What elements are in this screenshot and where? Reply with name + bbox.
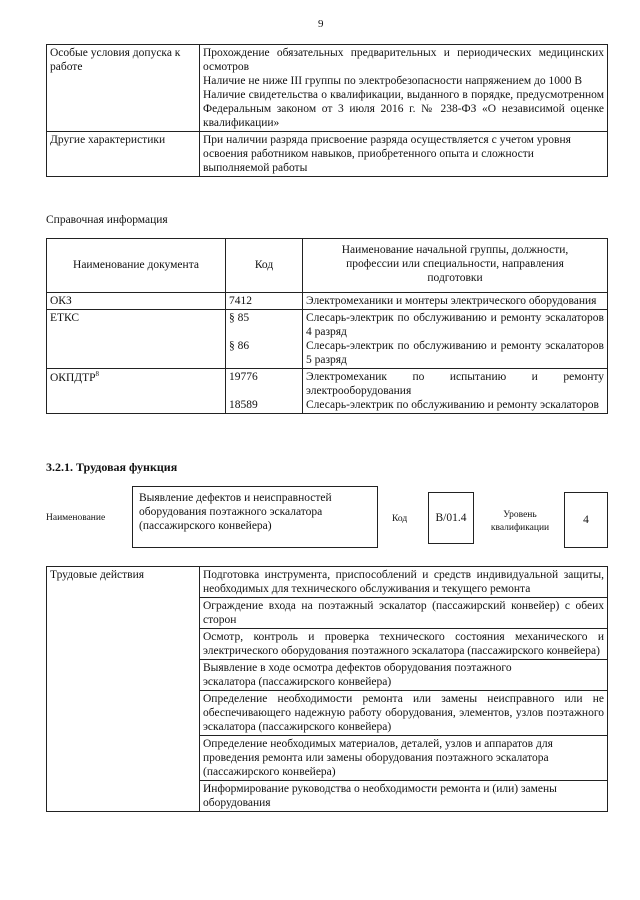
okz-name: Электромеханики и монтеры электрического оборудования (303, 293, 608, 310)
okz-code: 7412 (226, 293, 303, 310)
col-name-header: Наименование начальной группы, должности, профессии или специальности, направления подготовки (303, 239, 608, 293)
function-heading: 3.2.1. Трудовая функция (46, 460, 178, 474)
action-item: Определение необходимых материалов, деталей, узлов и аппаратов для проведения ремонта или замены оборудования поэтажного эскалатора (пассажирского конвейера) (200, 736, 608, 781)
okpdtr-names (303, 369, 608, 414)
etks-codes (226, 310, 303, 369)
level-label: Уровень квалификации (490, 510, 550, 534)
other-text: При наличии разряда присвоение разряда осуществляется с учетом уровня освоения работником навыков, приобретенного опыта и сложности выполняемой работы (200, 132, 608, 177)
code-box (428, 492, 474, 544)
code-label: Код (392, 514, 408, 524)
action-item: Подготовка инструмента, приспособлений и средств индивидуальной защиты, необходимых для технического обслуживания и текущего ремонта (200, 567, 608, 598)
etks-code: § 86 (229, 340, 250, 353)
function-name-value: Выявление дефектов и неисправностей оборудования поэтажного эскалатора (пассажирского конвейера) (139, 492, 332, 533)
action-item: Ограждение входа на поэтажный эскалатор (пассажирский конвейер) с обеих сторон (200, 598, 608, 629)
okpdtr-doc (47, 369, 226, 414)
okpdtr-code: 19776 (229, 371, 258, 384)
page-number: 9 (318, 18, 324, 30)
condition-item: Наличие свидетельства о квалификации, выданного в порядке, предусмотренном Федеральным законом от 3 июля 2016 г. № 238-ФЗ «О независимой оценке квалификации» (203, 89, 604, 130)
footnote-mark: 8 (95, 370, 100, 379)
function-name-label: Наименование (46, 513, 106, 523)
etks-name: Слесарь-электрик по обслуживанию и ремонту эскалаторов 4 разряд (306, 312, 604, 339)
other-label: Другие характеристики (47, 132, 200, 177)
action-item: Выявление в ходе осмотра дефектов оборудования поэтажного эскалатора (пассажирского конвейера) (200, 660, 608, 691)
conditions-items (200, 45, 608, 132)
etks-name: Слесарь-электрик по обслуживанию и ремонту эскалаторов 5 разряд (306, 340, 604, 367)
okpdtr-name: Электромеханик по испытанию и ремонту электрооборудования (306, 371, 604, 398)
etks-names (303, 310, 608, 369)
okpdtr-code: 18589 (229, 399, 258, 412)
conditions-table (46, 44, 608, 177)
etks-code: § 85 (229, 312, 250, 325)
level-box (564, 492, 608, 548)
reference-heading: Справочная информация (46, 214, 168, 226)
okpdtr-name: Слесарь-электрик по обслуживанию и ремонту эскалаторов (306, 399, 599, 412)
condition-item: Наличие не ниже III группы по электробезопасности напряжением до 1000 В (203, 75, 582, 88)
code-value: B/01.4 (435, 511, 467, 524)
okpdtr-codes (226, 369, 303, 414)
col-doc-header: Наименование документа (47, 239, 226, 293)
etks-doc: ЕТКС (47, 310, 226, 369)
action-item: Информирование руководства о необходимости ремонта и (или) замены оборудования (200, 781, 608, 812)
function-name-box (132, 486, 378, 548)
okpdtr-doc-label: ОКПДТР (50, 371, 96, 384)
condition-item: Прохождение обязательных предварительных и периодических медицинских осмотров (203, 47, 604, 74)
reference-table (46, 238, 608, 414)
action-item: Осмотр, контроль и проверка технического состояния механического и электрического оборудования поэтажного эскалатора (пассажирского конвейера) (200, 629, 608, 660)
actions-label: Трудовые действия (47, 567, 200, 812)
col-code-header: Код (226, 239, 303, 293)
conditions-label: Особые условия допуска к работе (47, 45, 200, 132)
actions-table (46, 566, 608, 812)
okz-doc: ОКЗ (47, 293, 226, 310)
action-item: Определение необходимости ремонта или замены неисправного или не обеспечивающего надежную работу оборудования, элементов, узлов поэтажного эскалатора (пассажирского конвейера) (200, 691, 608, 736)
level-value: 4 (583, 513, 589, 526)
